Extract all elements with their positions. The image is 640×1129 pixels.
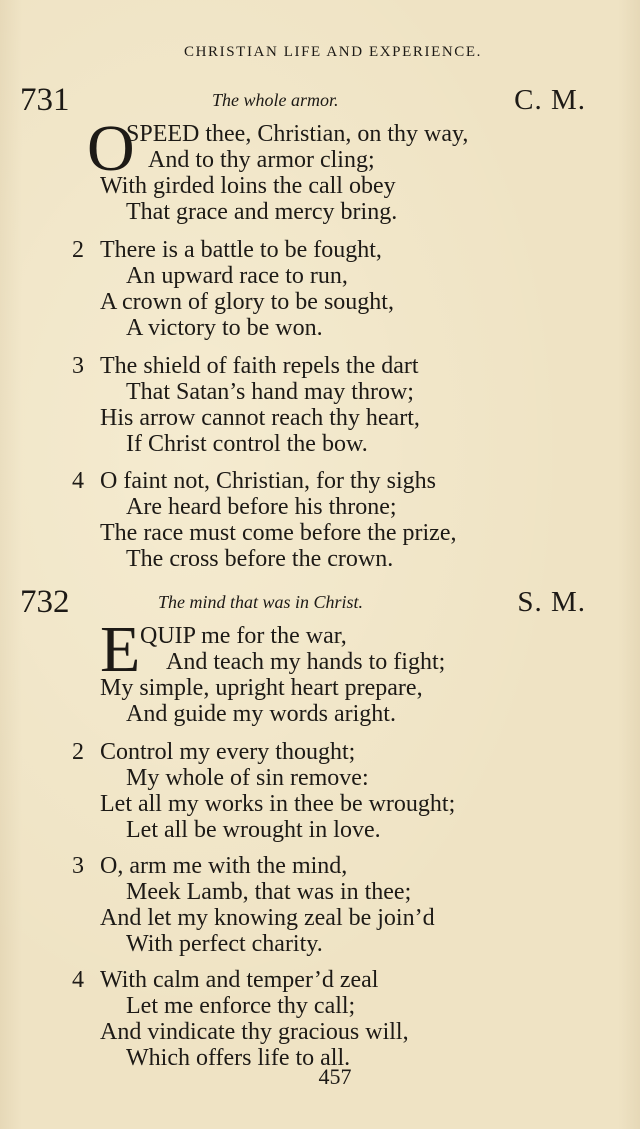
verse-line: The race must come before the prize,	[100, 520, 457, 546]
verse-line: My simple, upright heart prepare,	[100, 675, 423, 701]
verse-line: If Christ control the bow.	[126, 431, 368, 457]
running-head: CHRISTIAN LIFE AND EXPERIENCE.	[184, 44, 482, 60]
verse-line: An upward race to run,	[126, 263, 348, 289]
verse-line: And teach my hands to fight;	[166, 649, 446, 675]
verse-line: There is a battle to be fought,	[100, 237, 382, 263]
hymn-header-732	[0, 582, 640, 622]
verse-line: The shield of faith repels the dart	[100, 353, 419, 379]
verse-number: 4	[72, 967, 84, 993]
dropcap-letter: E	[100, 613, 141, 686]
verse-line: Are heard before his throne;	[126, 494, 397, 520]
verse-line: With perfect charity.	[126, 931, 323, 957]
dropcap-letter: O	[87, 112, 135, 185]
verse-line: Let all my works in thee be wrought;	[100, 791, 456, 817]
verse-line: My whole of sin remove:	[126, 765, 369, 791]
verse-line: Meek Lamb, that was in thee;	[126, 879, 412, 905]
verse-line: With calm and temper’d zeal	[100, 967, 379, 993]
verse-number: 3	[72, 853, 84, 879]
verse-number: 3	[72, 353, 84, 379]
verse-line: And to thy armor cling;	[148, 147, 375, 173]
verse-line: That Satan’s hand may throw;	[126, 379, 414, 405]
verse-line: His arrow cannot reach thy heart,	[100, 405, 420, 431]
hymn-title: The whole armor.	[212, 90, 339, 110]
verse-line: A victory to be won.	[126, 315, 323, 341]
verse-line: With girded loins the call obey	[100, 173, 396, 199]
verse-line: And let my knowing zeal be join’d	[100, 905, 435, 931]
verse-line: Control my every thought;	[100, 739, 356, 765]
verse-line: QUIP me for the war,	[140, 623, 347, 649]
verse-line: Which offers life to all.	[126, 1045, 351, 1071]
hymn-title: The mind that was in Christ.	[158, 592, 364, 612]
verse-number: 2	[72, 739, 84, 765]
verse-line: And guide my words aright.	[126, 701, 396, 727]
verse-line: And vindicate thy gracious will,	[100, 1019, 409, 1045]
hymn-number: 731	[20, 82, 70, 118]
verse-number: 4	[72, 468, 84, 494]
verse-line: SPEED thee, Christian, on thy way,	[126, 121, 469, 147]
verse-line: That grace and mercy bring.	[126, 199, 398, 225]
verse-line: O, arm me with the mind,	[100, 853, 348, 879]
verse-line: Let all be wrought in love.	[126, 817, 381, 843]
verse-line: A crown of glory to be sought,	[100, 289, 394, 315]
hymn-meter: C. M.	[514, 84, 586, 116]
verse-line: Let me enforce thy call;	[126, 993, 356, 1019]
verse-line: The cross before the crown.	[126, 546, 394, 572]
hymn-meter: S. M.	[517, 586, 586, 618]
hymn-number: 732	[20, 584, 70, 620]
verse-line: O faint not, Christian, for thy sighs	[100, 468, 436, 494]
page-number: 457	[318, 1064, 352, 1089]
verse-number: 2	[72, 237, 84, 263]
